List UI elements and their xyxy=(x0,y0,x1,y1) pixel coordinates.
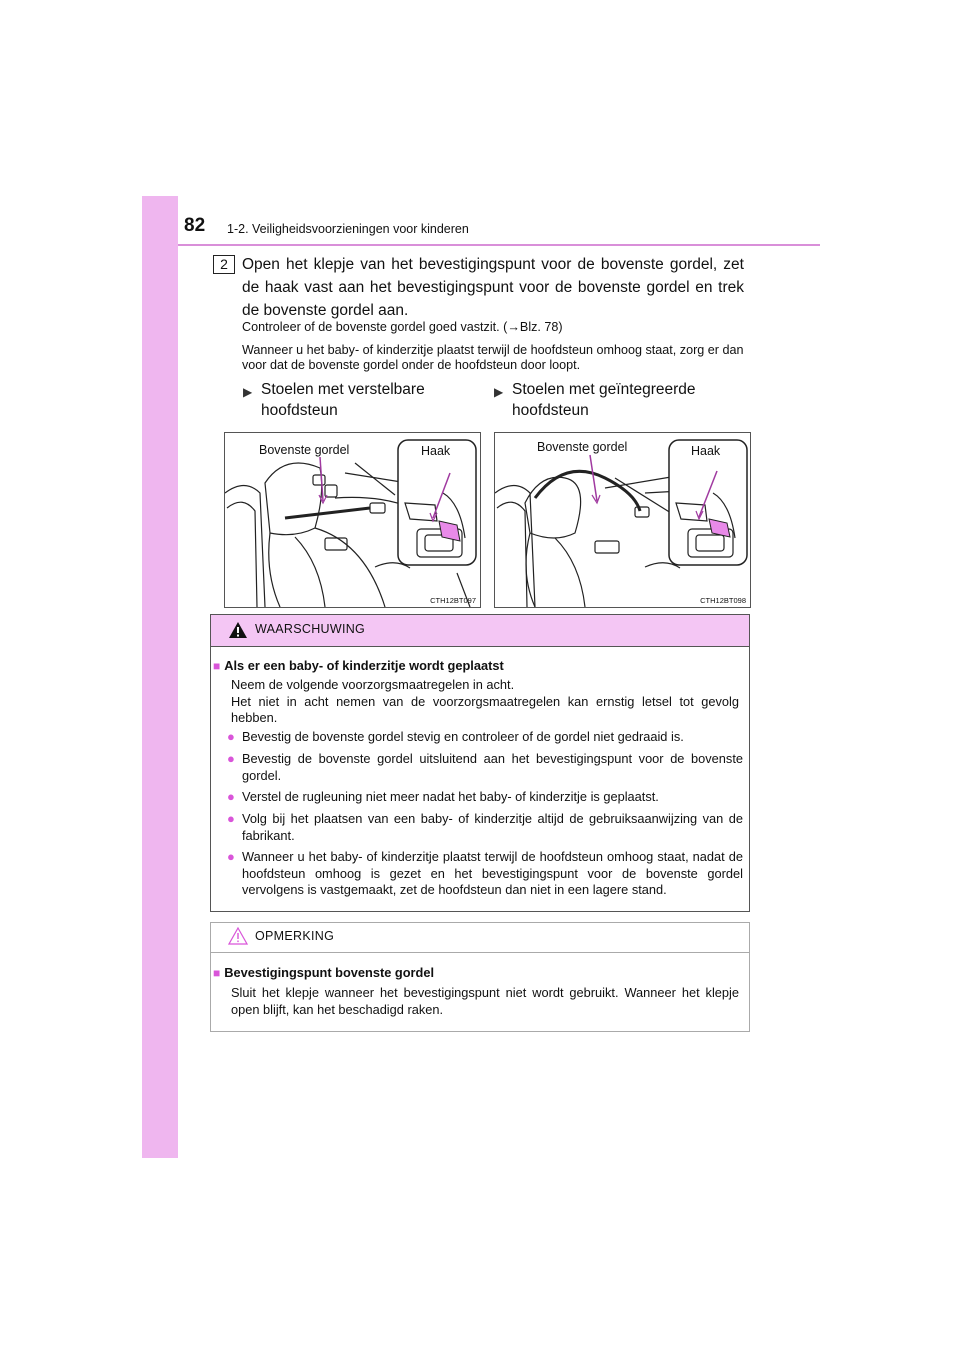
variant-label: Stoelen met verstelbare hoofdsteun xyxy=(261,381,425,419)
notice-title: OPMERKING xyxy=(255,929,335,943)
circle-bullet-icon: ● xyxy=(227,729,235,744)
callout-hook: Haak xyxy=(691,444,721,458)
warning-icon xyxy=(228,621,248,639)
notice-text: Sluit het klepje wanneer het bevestigingspunt niet wordt gebruikt. Wanneer het klepje open blijft, kan het beschadigd raken. xyxy=(231,985,739,1017)
step-instruction: Open het klepje van het bevestigingspunt voor de bovenste gordel, zet de haak vast aan het bevestigingspunt voor de bovenste gordel en trek de bovenste gordel aan. xyxy=(242,256,744,319)
warning-item: ● Bevestig de bovenste gordel uitsluitend aan het bevestigingspunt voor de bovenste gordel. xyxy=(227,751,743,783)
warning-title: WAARSCHUWING xyxy=(255,622,366,636)
page-number: 82 xyxy=(184,215,206,236)
warning-heading-text: Als er een baby- of kinderzitje wordt geplaatst xyxy=(224,658,504,673)
warning-heading xyxy=(213,658,504,673)
callout-hook: Haak xyxy=(421,444,451,458)
warning-item: ● Bevestig de bovenste gordel stevig en controleer of de gordel niet gedraaid is. xyxy=(227,729,684,744)
illustration-adjustable-headrest xyxy=(224,432,481,608)
warning-intro: Neem de volgende voorzorgsmaatregelen in acht. Het niet in acht nemen van de voorzorgsmaatregelen kan ernstig letsel tot gevolg hebben. xyxy=(231,677,739,725)
circle-bullet-icon: ● xyxy=(227,811,235,826)
callout-top-tether: Bovenste gordel xyxy=(259,443,350,457)
warning-item: ● Wanneer u het baby- of kinderzitje plaatst terwijl de hoofdsteun omhoog staat, nadat de hoofdsteun omhoog is gezet en het bevestigingspunt voor de bovenste gordel vervolgens is vastgemaakt, zet de hoofdsteun dan niet in een lagere stand. xyxy=(227,849,743,897)
section-title: 1-2. Veiligheidsvoorzieningen voor kinderen xyxy=(227,222,469,236)
illustration-code: CTH12BT097 xyxy=(430,596,476,605)
variant-label: Stoelen met geïntegreerde hoofdsteun xyxy=(512,381,696,419)
triangle-right-icon: ▶ xyxy=(494,385,504,399)
variant-integrated-headrest xyxy=(494,379,709,421)
caution-outline-icon xyxy=(228,927,248,945)
callout-top-tether: Bovenste gordel xyxy=(537,440,628,454)
step-note-headrest: Wanneer u het baby- of kinderzitje plaatst terwijl de hoofdsteun omhoog staat, zorg er dan voor dat de bovenste gordel onder de hoofdsteun door loopt. xyxy=(242,343,744,372)
seat-belt-anchor-drawing xyxy=(225,433,480,607)
circle-bullet-icon: ● xyxy=(227,751,235,766)
notice-box xyxy=(210,922,750,1032)
warning-item: ● Volg bij het plaatsen van een baby- of kinderzitje altijd de gebruiksaanwijzing van de fabrikant. xyxy=(227,811,743,843)
step-number: 2 xyxy=(213,255,235,274)
square-bullet-icon: ■ xyxy=(213,966,221,980)
circle-bullet-icon: ● xyxy=(227,849,235,864)
notice-header xyxy=(211,923,749,953)
header-rule xyxy=(178,244,820,246)
warning-header xyxy=(211,615,749,647)
step-note-check: Controleer of de bovenste gordel goed vastzit. (→Blz. 78) xyxy=(242,320,563,334)
warning-box xyxy=(210,614,750,912)
notice-heading xyxy=(213,965,434,980)
triangle-right-icon: ▶ xyxy=(243,385,253,399)
circle-bullet-icon: ● xyxy=(227,789,235,804)
notice-heading-text: Bevestigingspunt bovenste gordel xyxy=(224,965,435,980)
illustration-integrated-headrest xyxy=(494,432,751,608)
square-bullet-icon: ■ xyxy=(213,659,221,673)
warning-item: ● Verstel de rugleuning niet meer nadat het baby- of kinderzitje is geplaatst. xyxy=(227,789,659,804)
illustration-code: CTH12BT098 xyxy=(700,596,746,605)
chapter-side-tab xyxy=(142,196,178,1158)
seat-belt-anchor-drawing xyxy=(495,433,750,607)
variant-adjustable-headrest xyxy=(243,379,458,421)
